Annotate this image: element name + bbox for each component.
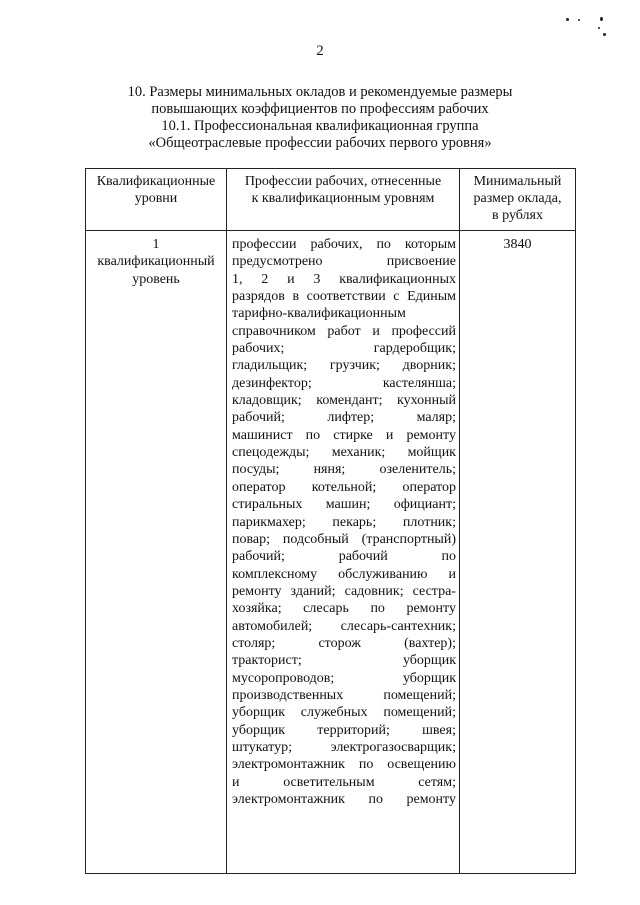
profession-word: разрядов (232, 289, 285, 305)
profession-word: электромонтажник (232, 757, 345, 773)
profession-word: по (305, 427, 321, 443)
heading-line-1: 10. Размеры минимальных окладов и рекомендуемые размеры (127, 84, 513, 100)
profession-word: уборщик (232, 722, 286, 738)
profession-word: ремонту (406, 601, 456, 617)
profession-line (232, 722, 456, 739)
profession-line (232, 756, 456, 773)
profession-word: Единым (407, 289, 456, 305)
profession-word: кухонный (397, 393, 456, 409)
profession-word: и (385, 427, 394, 443)
profession-line (232, 531, 456, 548)
profession-line (232, 375, 456, 392)
profession-word: электромонтажник (232, 792, 345, 807)
heading-line-4: «Общеотраслевые профессии рабочих первого уровня» (148, 135, 492, 151)
profession-word: и (372, 323, 380, 339)
profession-word: официант; (393, 497, 456, 513)
header-professions: Профессии рабочих, отнесенные к квалификационным уровням (227, 169, 460, 231)
profession-line (232, 288, 456, 305)
profession-line (232, 236, 456, 253)
profession-word: профессии (232, 237, 297, 252)
profession-word: осветительным (283, 774, 375, 790)
profession-line: тарифно-квалификационным (232, 306, 406, 322)
profession-word: уборщик (232, 705, 286, 721)
profession-word: няня; (313, 462, 346, 478)
profession-word: в (292, 289, 300, 305)
page-bottom-edge (0, 894, 640, 905)
profession-line (232, 479, 456, 496)
profession-word: по (441, 549, 456, 565)
profession-word: уборщик (402, 653, 456, 669)
profession-line (232, 253, 456, 270)
professions-text (232, 236, 456, 808)
profession-word: штукатур; (232, 739, 292, 755)
profession-word: сестра- (412, 583, 456, 599)
table-header-row (86, 169, 576, 231)
profession-line (232, 670, 456, 687)
profession-word: гладильщик; (232, 358, 308, 374)
scan-marks (560, 10, 620, 40)
profession-word: хозяйка; (232, 601, 282, 617)
profession-line (232, 409, 456, 426)
profession-line (232, 427, 456, 444)
profession-word: стирке (333, 427, 373, 443)
profession-word: электрогазосварщик; (330, 739, 456, 755)
profession-word: (вахтер); (404, 635, 456, 651)
profession-line (232, 461, 456, 478)
profession-word: предусмотрено (232, 254, 323, 270)
profession-line (232, 652, 456, 669)
profession-line (232, 791, 456, 808)
profession-word: и (232, 774, 240, 790)
profession-line (232, 548, 456, 565)
min-salary-cell: 3840 (460, 231, 576, 874)
profession-word: зданий; (290, 583, 336, 599)
profession-line (232, 583, 456, 600)
profession-word: по (376, 237, 391, 252)
profession-word: подсобный (282, 531, 349, 547)
profession-word: комендант; (316, 393, 383, 409)
profession-word: плотник; (402, 514, 456, 530)
profession-word: слесарь (303, 601, 349, 617)
profession-line (232, 271, 456, 288)
profession-word: столяр; (232, 635, 276, 651)
profession-word: рабочий; (232, 410, 285, 426)
profession-word: рабочий; (232, 549, 285, 565)
profession-line (232, 774, 456, 791)
profession-line (232, 618, 456, 635)
profession-word: работ (327, 323, 361, 339)
profession-word: ремонту (406, 427, 456, 443)
profession-word: уборщик (402, 670, 456, 686)
profession-word: справочником (232, 323, 316, 339)
profession-word: котельной; (311, 479, 377, 495)
profession-word: пекарь; (332, 514, 377, 530)
profession-word: стиральных (232, 497, 303, 513)
profession-word: сторож (318, 635, 361, 651)
profession-word: с (393, 289, 400, 305)
profession-word: рабочий (338, 549, 388, 565)
profession-word: сетям; (418, 774, 456, 790)
profession-word: парикмахер; (232, 514, 306, 530)
heading-line-3: 10.1. Профессиональная квалификационная группа (161, 118, 479, 134)
profession-word: спецодежды; (232, 445, 310, 461)
profession-word: профессий (391, 323, 456, 339)
profession-word: по (358, 757, 374, 773)
profession-word: ремонту (406, 792, 456, 807)
profession-line (232, 357, 456, 374)
qualification-table (85, 168, 576, 874)
professions-list-cell (227, 231, 460, 874)
profession-word: ремонту (232, 583, 282, 599)
profession-word: территорий; (317, 722, 390, 738)
document-heading (60, 84, 580, 152)
profession-line (232, 704, 456, 721)
profession-word: дезинфектор; (232, 375, 312, 391)
profession-word: швея; (422, 722, 456, 738)
profession-line (232, 323, 456, 340)
profession-word: мойщик (407, 445, 456, 461)
profession-word: грузчик; (329, 358, 380, 374)
profession-word: кладовщик; (232, 393, 302, 409)
profession-word: по (370, 601, 385, 617)
profession-word: по (368, 792, 383, 807)
profession-line (232, 635, 456, 652)
profession-word: 3 (313, 271, 321, 287)
profession-word: производственных (232, 687, 344, 703)
profession-word: садовник; (344, 583, 404, 599)
profession-word: озеленитель; (379, 462, 456, 478)
profession-word: рабочих, (310, 237, 363, 252)
profession-word: оператор (232, 479, 286, 495)
profession-word: и (287, 271, 295, 287)
profession-word: служебных (300, 705, 368, 721)
profession-word: мусоропроводов; (232, 670, 335, 686)
profession-word: квалификационных (339, 271, 456, 287)
profession-word: (транспортный) (361, 531, 456, 547)
profession-word: комплексному (232, 566, 318, 582)
profession-word: посуды; (232, 462, 280, 478)
profession-word: 2 (261, 271, 269, 287)
profession-word: оператор (402, 479, 456, 495)
profession-word: которым (404, 237, 456, 252)
profession-word: рабочих; (232, 341, 285, 357)
profession-word: автомобилей; (232, 618, 313, 634)
profession-line (232, 340, 456, 357)
profession-line (232, 496, 456, 513)
profession-word: освещению (387, 757, 456, 773)
heading-line-2: повышающих коэффициентов по профессиям рабочих (151, 101, 489, 117)
header-min-salary: Минимальный размер оклада, в рублях (460, 169, 576, 231)
profession-line (232, 392, 456, 409)
profession-word: дворник; (402, 358, 456, 374)
profession-word: обслуживанию (338, 566, 428, 582)
qualification-level-cell: 1 квалификационный уровень (86, 231, 227, 874)
profession-word: маляр; (416, 410, 456, 426)
profession-line (232, 566, 456, 583)
profession-word: присвоение (386, 254, 456, 270)
profession-line (232, 687, 456, 704)
profession-word: машинист (232, 427, 293, 443)
profession-word: кастелянша; (382, 375, 456, 391)
profession-word: помещений; (383, 705, 456, 721)
table-row (86, 231, 576, 874)
profession-word: соответствии (306, 289, 386, 305)
profession-line (232, 600, 456, 617)
profession-word: тракторист; (232, 653, 302, 669)
page-number: 2 (316, 43, 324, 59)
profession-line (232, 514, 456, 531)
profession-word: помещений; (383, 687, 456, 703)
profession-word: 1, (232, 271, 243, 287)
profession-word: лифтер; (327, 410, 375, 426)
profession-word: повар; (232, 531, 271, 547)
profession-word: и (448, 566, 456, 582)
profession-word: слесарь-сантехник; (340, 618, 456, 634)
profession-line (232, 444, 456, 461)
profession-word: машин; (325, 497, 371, 513)
profession-word: механик; (331, 445, 386, 461)
profession-word: гардеробщик; (373, 341, 456, 357)
header-qualification-levels: Квалификационные уровни (86, 169, 227, 231)
profession-line (232, 739, 456, 756)
